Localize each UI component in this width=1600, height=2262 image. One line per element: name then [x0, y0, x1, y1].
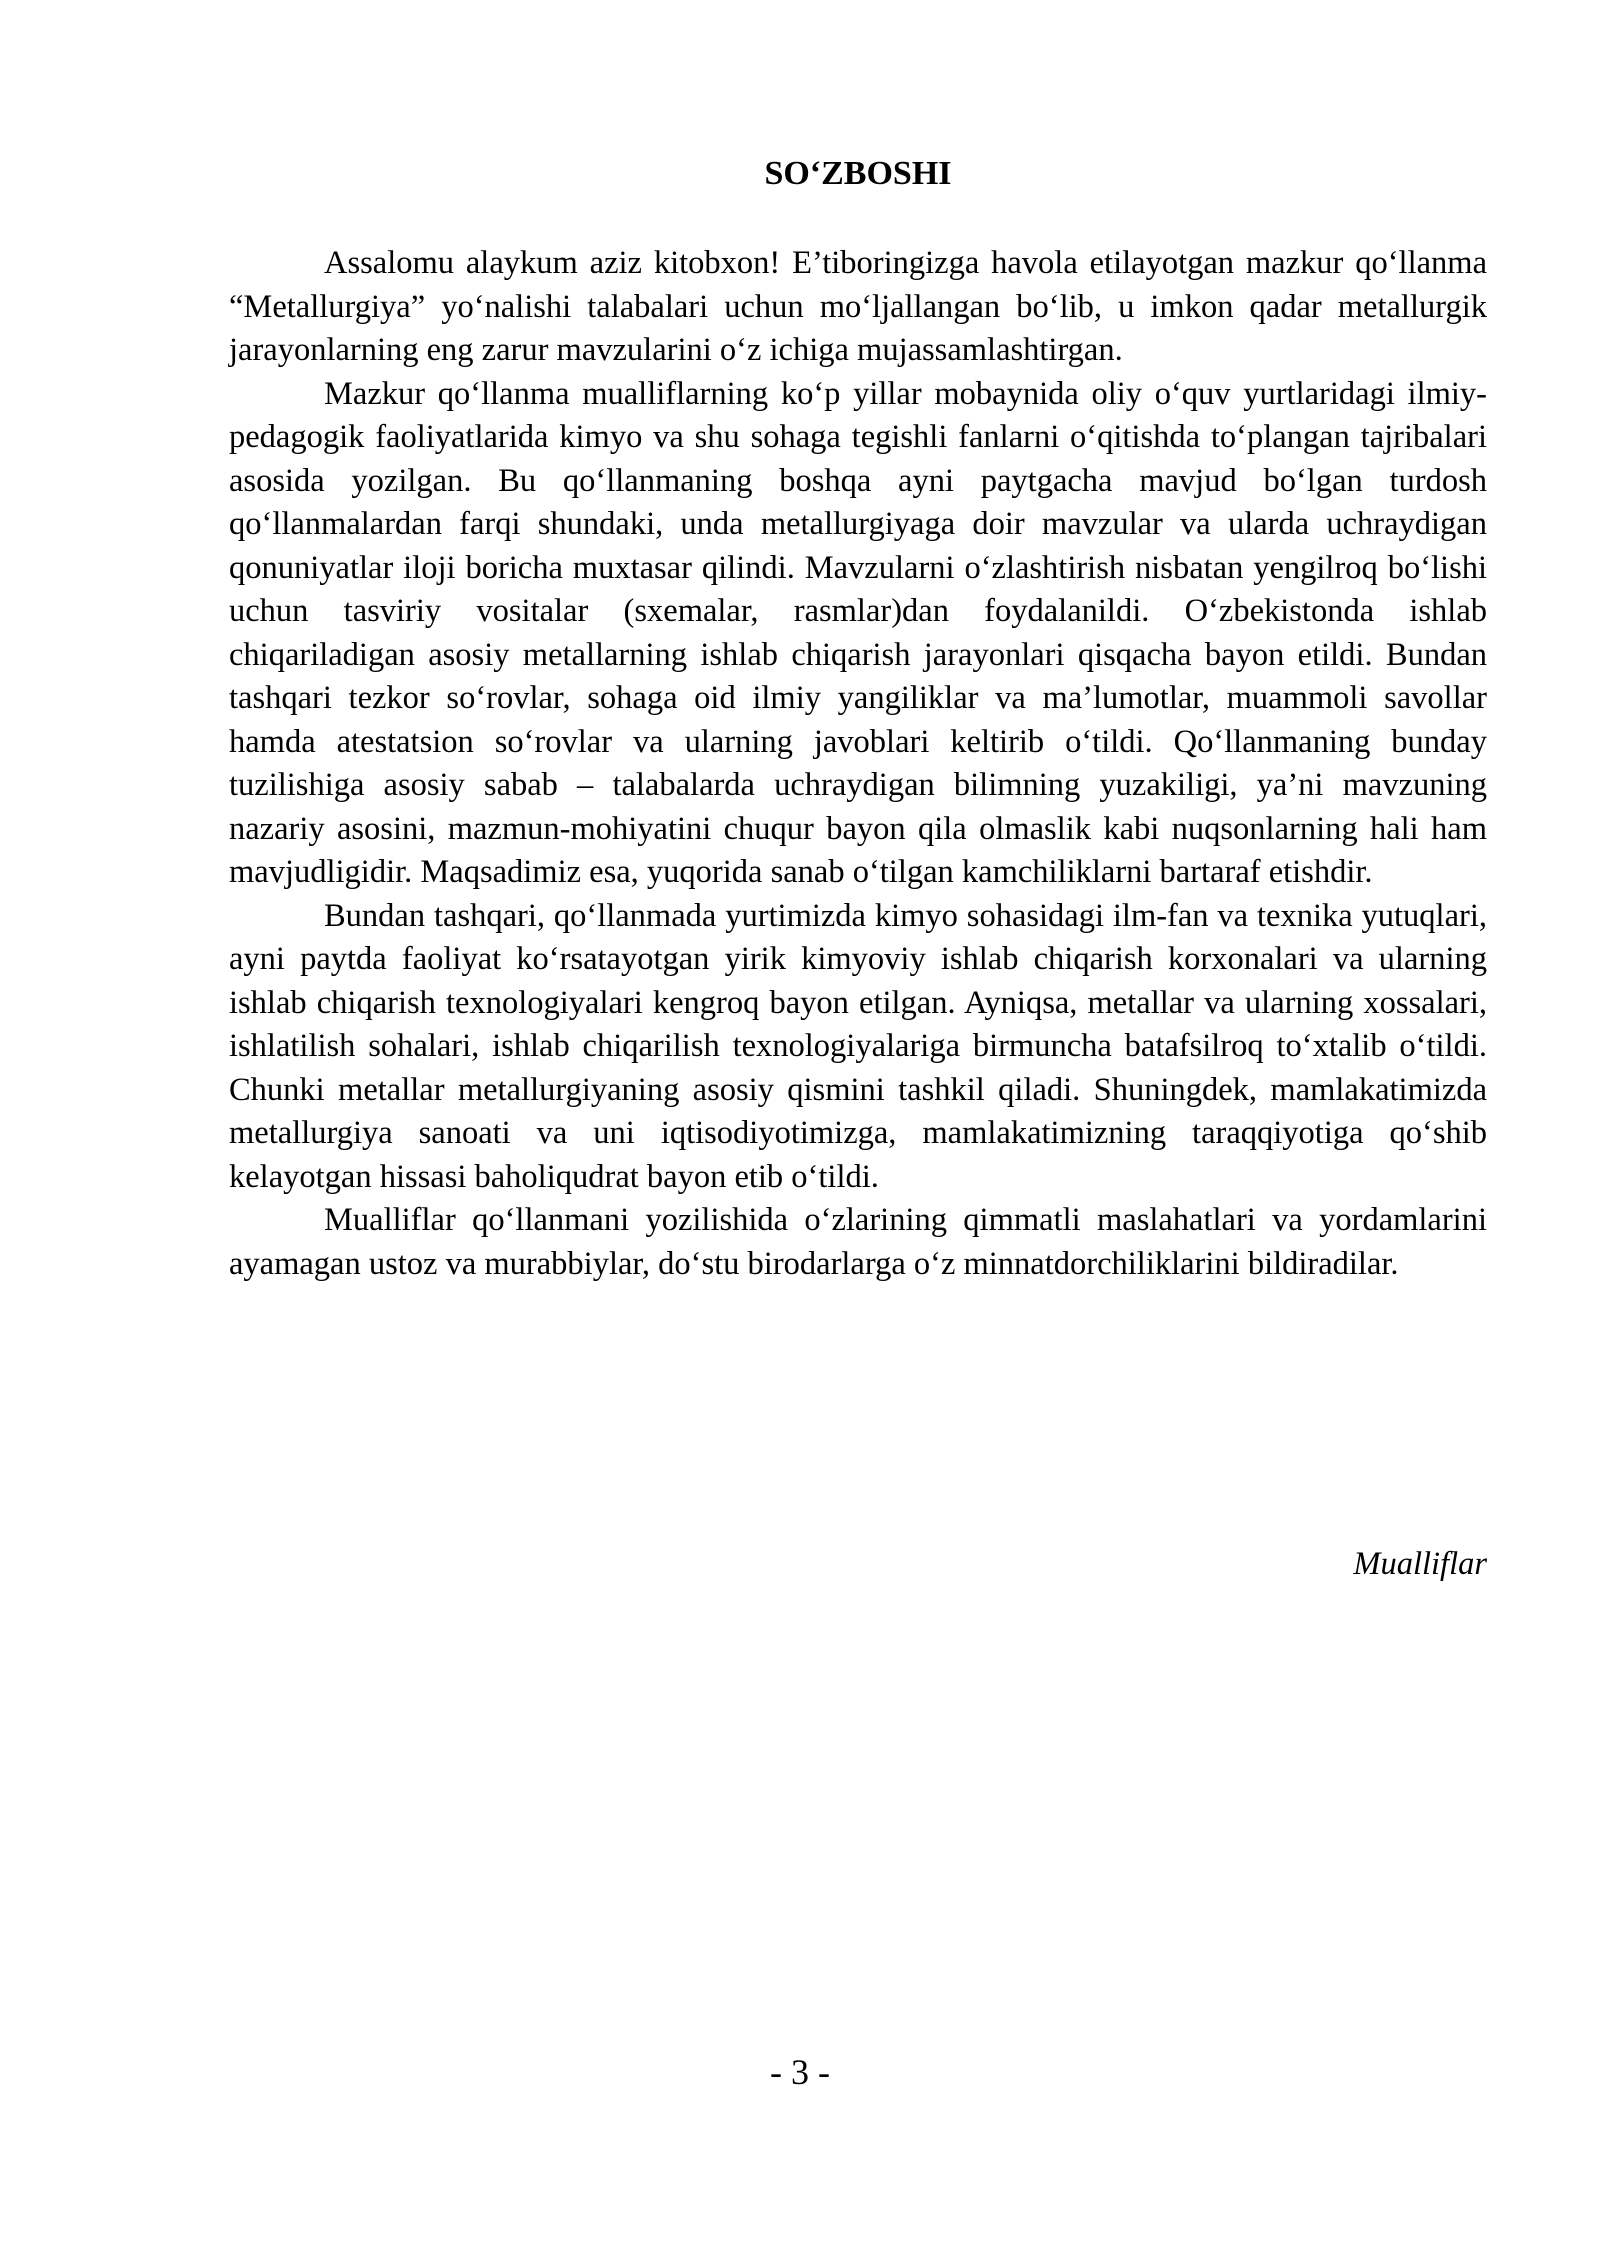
- body-text: [229, 242, 1487, 1286]
- paragraph-4: Mualliflar qo‘llanmani yozilishida o‘zlarining qimmatli maslahatlari va yordamlarini ayamagan ustoz va murabbiylar, do‘stu birodarlarga o‘z minnatdorchiliklarini bildiradilar.: [229, 1202, 1487, 1282]
- signature: Mualliflar: [1353, 1546, 1487, 1582]
- paragraph-1: Assalomu alaykum aziz kitobxon! E’tiboringizga havola etilayotgan mazkur qo‘llanma “Metallurgiya” yo‘nalishi talabalari uchun mo‘ljallangan bo‘lib, u imkon qadar metallurgik jarayonlarning eng zarur mavzularini o‘z ichiga mujassamlashtirgan.: [229, 245, 1487, 368]
- paragraph-3: Bundan tashqari, qo‘llanmada yurtimizda kimyo sohasidagi ilm-fan va texnika yutuqlari, ayni paytda faoliyat ko‘rsatayotgan yirik kimyoviy ishlab chiqarish korxonalari va ularning ishlab chiqarish texnologiyalari kengroq bayon etilgan. Ayniqsa, metallar va ularning xossalari, ishlatilish sohalari, ishlab chiqarilish texnologiyalariga birmuncha batafsilroq to‘xtalib o‘tildi. Chunki metallar metallurgiyaning asosiy qismini tashkil qiladi. Shuningdek, mamlakatimizda metallurgiya sanoati va uni iqtisodiyotimizga, mamlakatimizning taraqqiyotiga qo‘shib kelayotgan hissasi baholiqudrat bayon etib o‘tildi.: [229, 897, 1487, 1195]
- paragraph-2: Mazkur qo‘llanma mualliflarning ko‘p yillar mobaynida oliy o‘quv yurtlaridagi ilmiy-pedagogik faoliyatlarida kimyo va shu sohaga tegishli fanlarni o‘qitishda to‘plangan tajribalari asosida yozilgan. Bu qo‘llanmaning boshqa ayni paytgacha mavjud bo‘lgan turdosh qo‘llanmalardan farqi shundaki, unda metallurgiyaga doir mavzular va ularda uchraydigan qonuniyatlar iloji boricha muxtasar qilindi. Mavzularni o‘zlashtirish nisbatan yengilroq bo‘lishi uchun tasviriy vositalar (sxemalar, rasmlar)dan foydalanildi. O‘zbekistonda ishlab chiqariladigan asosiy metallarning ishlab chiqarish jarayonlari qisqacha bayon etildi. Bundan tashqari tezkor so‘rovlar, sohaga oid ilmiy yangiliklar va ma’lumotlar, muammoli savollar hamda atestatsion so‘rovlar va ularning javoblari keltirib o‘tildi. Qo‘llanmaning bunday tuzilishiga asosiy sabab – talabalarda uchraydigan bilimning yuzakiligi, ya’ni mavzuning nazariy asosini, mazmun-mohiyatini chuqur bayon qila olmaslik kabi nuqsonlarning hali ham mavjudligidir. Maqsadimiz esa, yuqorida sanab o‘tilgan kamchiliklarni bartaraf etishdir.: [229, 375, 1487, 890]
- page-number: - 3 -: [770, 2052, 830, 2092]
- page-title: SO‘ZBOSHI: [764, 155, 952, 192]
